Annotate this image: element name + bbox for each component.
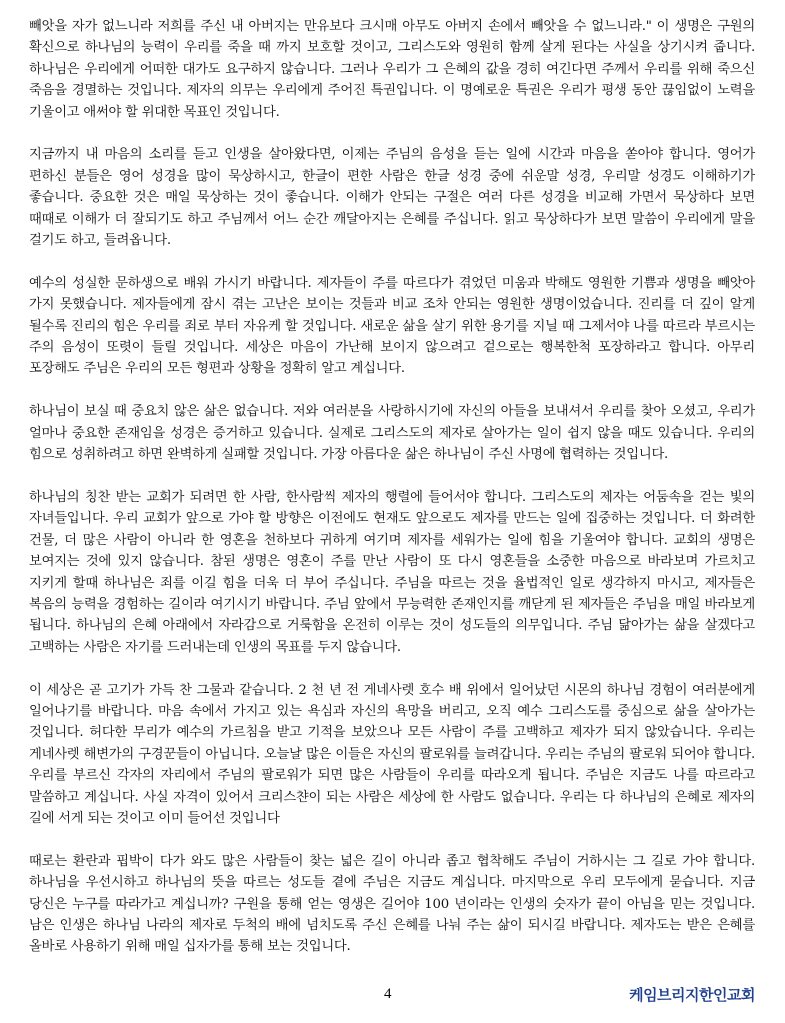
paragraph-5: 하나님의 칭찬 받는 교회가 되려면 한 사람, 한사람씩 제자의 행렬에 들어서야 합니다. 그리스도의 제자는 어둠속을 걷는 빛의 자녀들입니다. 우리 교회가 앞으로 가야 할 방향은 이전에도 현재도 앞으로도 제자를 만드는 일에 집중하는 것입니다. 더 화려한 건물, 더 많은 사람이 아니라 한 영혼을 천하보다 귀하게 여기며 제자를 세워가는 일에 힘을 기울여야 합니다. 교회의 생명은 보여지는 것에 있지 않습니다. 참된 생명은 영혼이 주를 만난 사람이 또 다시 영혼들을 소중한 마음으로 바라보며 가르치고 지키게 할때 하나님은 죄를 이길 힘을 더욱 더 부어 주십니다. 주님을 따르는 것을 율법적인 일로 생각하지 마시고, 제자들은 복음의 능력을 경험하는 길이라 여기시기 바랍니다. 주님 앞에서 무능력한 존재인지를 깨닫게 된 제자들은 주님을 매일 바라보게 됩니다. 하나님의 은혜 아래에서 자라감으로 거룩함을 온전히 이루는 것이 성도들의 의무입니다. 주님 닮아가는 삶을 살겠다고 고백하는 사람은 자기를 드러내는데 인생의 목표를 두지 않습니다. <box>29 489 755 655</box>
paragraph-1: 빼앗을 자가 없느니라 저희를 주신 내 아버지는 만유보다 크시매 아무도 아버지 손에서 빼앗을 수 없느니라." 이 생명은 구원의 확신으로 하나님의 능력이 우리를 죽을 때 까지 보호할 것이고, 그리스도와 영원히 함께 살게 된다는 사실을 상기시켜 줍니다. 하나님은 우리에게 어떠한 대가도 요구하지 않습니다. 그러나 우리가 그 은혜의 값을 경히 여긴다면 주께서 우리를 위해 죽으신 죽음을 경멸하는 것입니다. 제자의 의무는 우리에게 주어진 특권입니다. 이 명예로운 특권은 우리가 평생 동안 끊임없이 노력을 기울이고 애써야 할 위대한 목표인 것입니다. <box>29 19 755 120</box>
paragraph-3: 예수의 성실한 문하생으로 배워 가시기 바랍니다. 제자들이 주를 따르다가 겪었던 미움과 박해도 영원한 기쁨과 생명을 빼앗아 가지 못했습니다. 제자들에게 잠시 겪는 고난은 보이는 것들과 비교 조차 안되는 영원한 생명이었습니다. 진리를 더 깊이 알게 될수록 진리의 힘은 우리를 죄로 부터 자유케 할 것입니다. 새로운 삶을 살기 위한 용기를 지닐 때 그제서야 나를 따르라 부르시는 주의 음성이 또렷이 들릴 것입니다. 세상은 마음이 가난해 보이지 않으려고 겉으로는 행복한척 포장하라고 합니다. 아무리 포장해도 주님은 우리의 모든 형편과 상황을 정확히 알고 계십니다. <box>29 275 755 377</box>
paragraph-7: 때로는 환란과 핍박이 다가 와도 많은 사람들이 찾는 넓은 길이 아니라 좁고 협착해도 주님이 거하시는 그 길로 가야 합니다. 하나님을 우선시하고 하나님의 뜻을 따르는 성도들 곁에 주님은 지금도 계십니다. 마지막으로 우리 모두에게 묻습니다. 지금 당신은 누구를 따라가고 계십니까? 구원을 통해 얻는 영생은 길어야 100 년이라는 인생의 숫자가 끝이 아님을 믿는 것입니다. 남은 인생은 하나님 나라의 제자로 두척의 배에 넘치도록 주신 은혜를 나눠 주는 삶이 되시길 바랍니다. 제자도는 받은 은혜를 올바로 사용하기 위해 매일 십자가를 통해 보는 것입니다. <box>29 853 755 955</box>
church-name: 케임브리지한인교회 <box>629 986 755 1004</box>
paragraph-2: 지금까지 내 마음의 소리를 듣고 인생을 살아왔다면, 이제는 주님의 음성을 듣는 일에 시간과 마음을 쏟아야 합니다. 영어가 편하신 분들은 영어 성경을 많이 묵상하시고, 한글이 편한 사람은 한글 성경 중에 쉬운말 성경, 우리말 성경도 이해하기가 좋습니다. 중요한 것은 매일 묵상하는 것이 좋습니다. 이해가 안되는 구절은 여러 다른 성경을 비교해 가면서 묵상하다 보면 때때로 이해가 더 잘되기도 하고 주님께서 어느 순간 깨달아지는 은혜를 주십니다. 읽고 묵상하다가 보면 말씀이 우리에게 말을 걸기도 하고, 들려옵니다. <box>29 147 755 249</box>
sermon-body <box>29 16 755 958</box>
paragraph-6: 이 세상은 곧 고기가 가득 찬 그물과 같습니다. 2 천 년 전 게네사렛 호수 배 위에서 일어났던 시몬의 하나님 경험이 여러분에게 일어나기를 바랍니다. 마음 속에서 가지고 있는 욕심과 자신의 욕망을 버리고, 오직 예수 그리스도를 중심으로 삶을 살아가는 것입니다. 허다한 무리가 예수의 가르침을 받고 기적을 보았으나 모든 사람이 주를 고백하고 제자가 되지 않았습니다. 우리는 게네사렛 해변가의 구경꾼들이 아닙니다. 오늘날 많은 이들은 자신의 팔로워를 늘려갑니다. 우리는 주님의 팔로워 되어야 합니다. 우리를 부르신 각자의 자리에서 주님의 팔로워가 되면 많은 사람들이 우리를 따라오게 됩니다. 주님은 지금도 나를 따르라고 말씀하고 계십니다. 사실 자격이 있어서 크리스챤이 되는 사람은 세상에 한 사람도 없습니다. 우리는 다 하나님의 은혜로 제자의 길에 서게 되는 것이고 이미 들어선 것입니다 <box>29 682 756 826</box>
page-number: 4 <box>384 986 392 1002</box>
paragraph-4: 하나님이 보실 때 중요치 않은 삶은 없습니다. 저와 여러분을 사랑하시기에 자신의 아들을 보내셔서 우리를 찾아 오셨고, 우리가 얼마나 중요한 존재임을 성경은 증거하고 있습니다. 실제로 그리스도의 제자로 살아가는 일이 쉽지 않을 때도 있습니다. 우리의 힘으로 성취하려고 하면 완벽하게 실패할 것입니다. 가장 아름다운 삶은 하나님이 주신 사명에 협력하는 것입니다. <box>29 404 755 463</box>
